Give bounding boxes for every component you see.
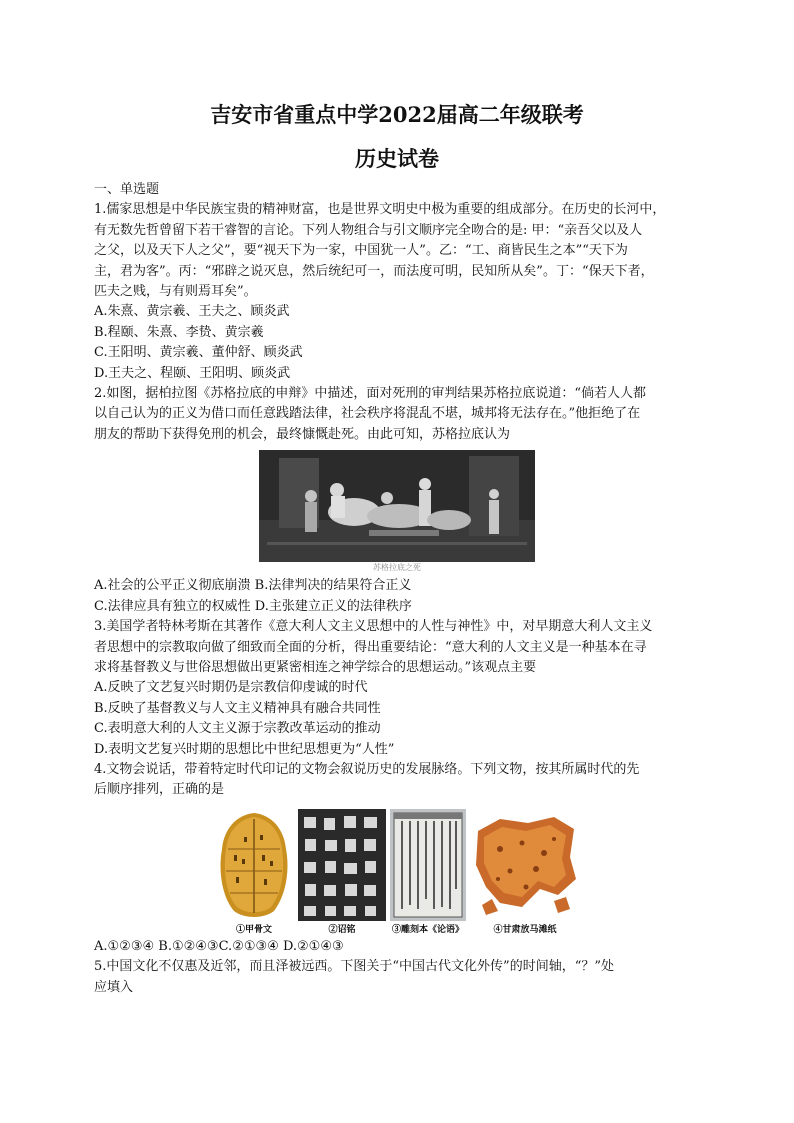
option-cd: C.法律应具有独立的权威性 D.主张建立正义的法律秩序 [94,598,412,614]
question-stem-line: 有无数先哲曾留下若干睿智的言论。下列人物组合与引文顺序完全吻合的是: 甲：“亲吾父以及人 [94,222,643,238]
section-title: 一、单选题 [94,182,160,197]
figure-caption: 苏格拉底之死 [373,563,421,573]
inscription-image [298,809,386,921]
death-of-socrates-image [259,450,535,562]
option-b: B.反映了基督教义与人文主义精神具有融合共同性 [94,700,381,716]
question-stem-line: 匹夫之贱，与有则焉耳矣”。 [94,284,257,300]
question-stem-line: 3.美国学者特林考斯在其著作《意大利人文主义思想中的人性与神性》中，对早期意大利人文主义 [94,619,653,635]
question-4 [94,760,700,957]
option-a: A.反映了文艺复兴时期仍是宗教信仰虔诚的时代 [94,680,368,696]
artifact-inscription [298,809,386,937]
exam-title: 吉安市省重点中学2022届高二年级联考 [210,102,584,127]
question-stem-line: 者思想中的宗教取向做了细致而全面的分析，得出重要结论：“意大利的人文主义是一种基本在寻 [94,639,647,655]
option-a: A.朱熹、黄宗羲、王夫之、顾炎武 [94,304,290,320]
question-3 [94,617,700,760]
artifact-oracle-bone [214,809,294,937]
oracle-bone-image [214,809,294,921]
artifact-fangmatan-paper [470,809,580,937]
artifacts-figure [94,809,700,937]
artifact-printed-analects [390,809,466,937]
artifact-caption: ③雕刻本《论语》 [391,924,464,935]
artifact-caption: ①甲骨文 [235,924,272,935]
exam-subtitle: 历史试卷 [355,146,439,171]
question-stem-line: 后顺序排列，正确的是 [94,782,225,798]
option-b: B.程颐、朱熹、李贽、黄宗羲 [94,324,264,340]
question-stem-line: 主，君为客”。丙：“邪辟之说灭息，然后统纪可一，而法度可明，民知所从矣”。丁：“保天下者， [94,263,654,279]
artifact-caption: ②诏铭 [328,924,356,935]
question-stem-line: 1.儒家思想是中华民族宝贵的精神财富，也是世界文明史中极为重要的组成部分。在历史的长河中， [94,202,666,218]
question-5 [94,957,700,998]
answer-options: A.①②③④ B.①②④③C.②①③④ D.②①④③ [94,938,344,954]
question-stem-line: 之父，以及天下人之父”，要“视天下为一家，中国犹一人”。乙：“工、商皆民生之本”“天下为 [94,243,628,259]
question-stem-line: 求将基督教义与世俗思想做出更紧密相连之神学综合的思想运动。”该观点主要 [94,659,537,675]
question-stem-line: 朋友的帮助下获得免刑的机会，最终慷慨赴死。由此可知，苏格拉底认为 [94,426,511,442]
option-c: C.表明意大利的人文主义源于宗教改革运动的推动 [94,721,381,737]
option-ab: A.社会的公平正义彻底崩溃 B.法律判决的结果符合正义 [94,578,412,594]
question-stem-line: 2.如图，据柏拉图《苏格拉底的申辩》中描述，面对死刑的审判结果苏格拉底说道：“倘若人人都 [94,386,647,402]
question-1 [94,200,700,384]
question-stem-line: 4.文物会说话，带着特定时代印记的文物会叙说历史的发展脉络。下列文物，按其所属时代的先 [94,761,640,777]
exam-page [94,100,700,998]
question-stem-line: 5.中国文化不仅惠及近邻，而且泽被远西。下图关于“中国古代文化外传”的时间轴，“？”处 [94,959,614,975]
ancient-paper-image [470,809,580,921]
option-d: D.王夫之、程颐、王阳明、顾炎武 [94,365,291,381]
option-c: C.王阳明、黄宗羲、董仲舒、顾炎武 [94,345,303,361]
artifact-caption: ④甘肃放马滩纸 [493,924,557,935]
option-d: D.表明文艺复兴时期的思想比中世纪思想更为“人性” [94,741,395,757]
question-2 [94,384,700,617]
printed-book-image [390,809,466,921]
question-stem-line: 以自己认为的正义为借口而任意践踏法律，社会秩序将混乱不堪，城邦将无法存在。”他拒绝了在 [94,406,641,422]
question-stem-line: 应填入 [94,979,134,995]
